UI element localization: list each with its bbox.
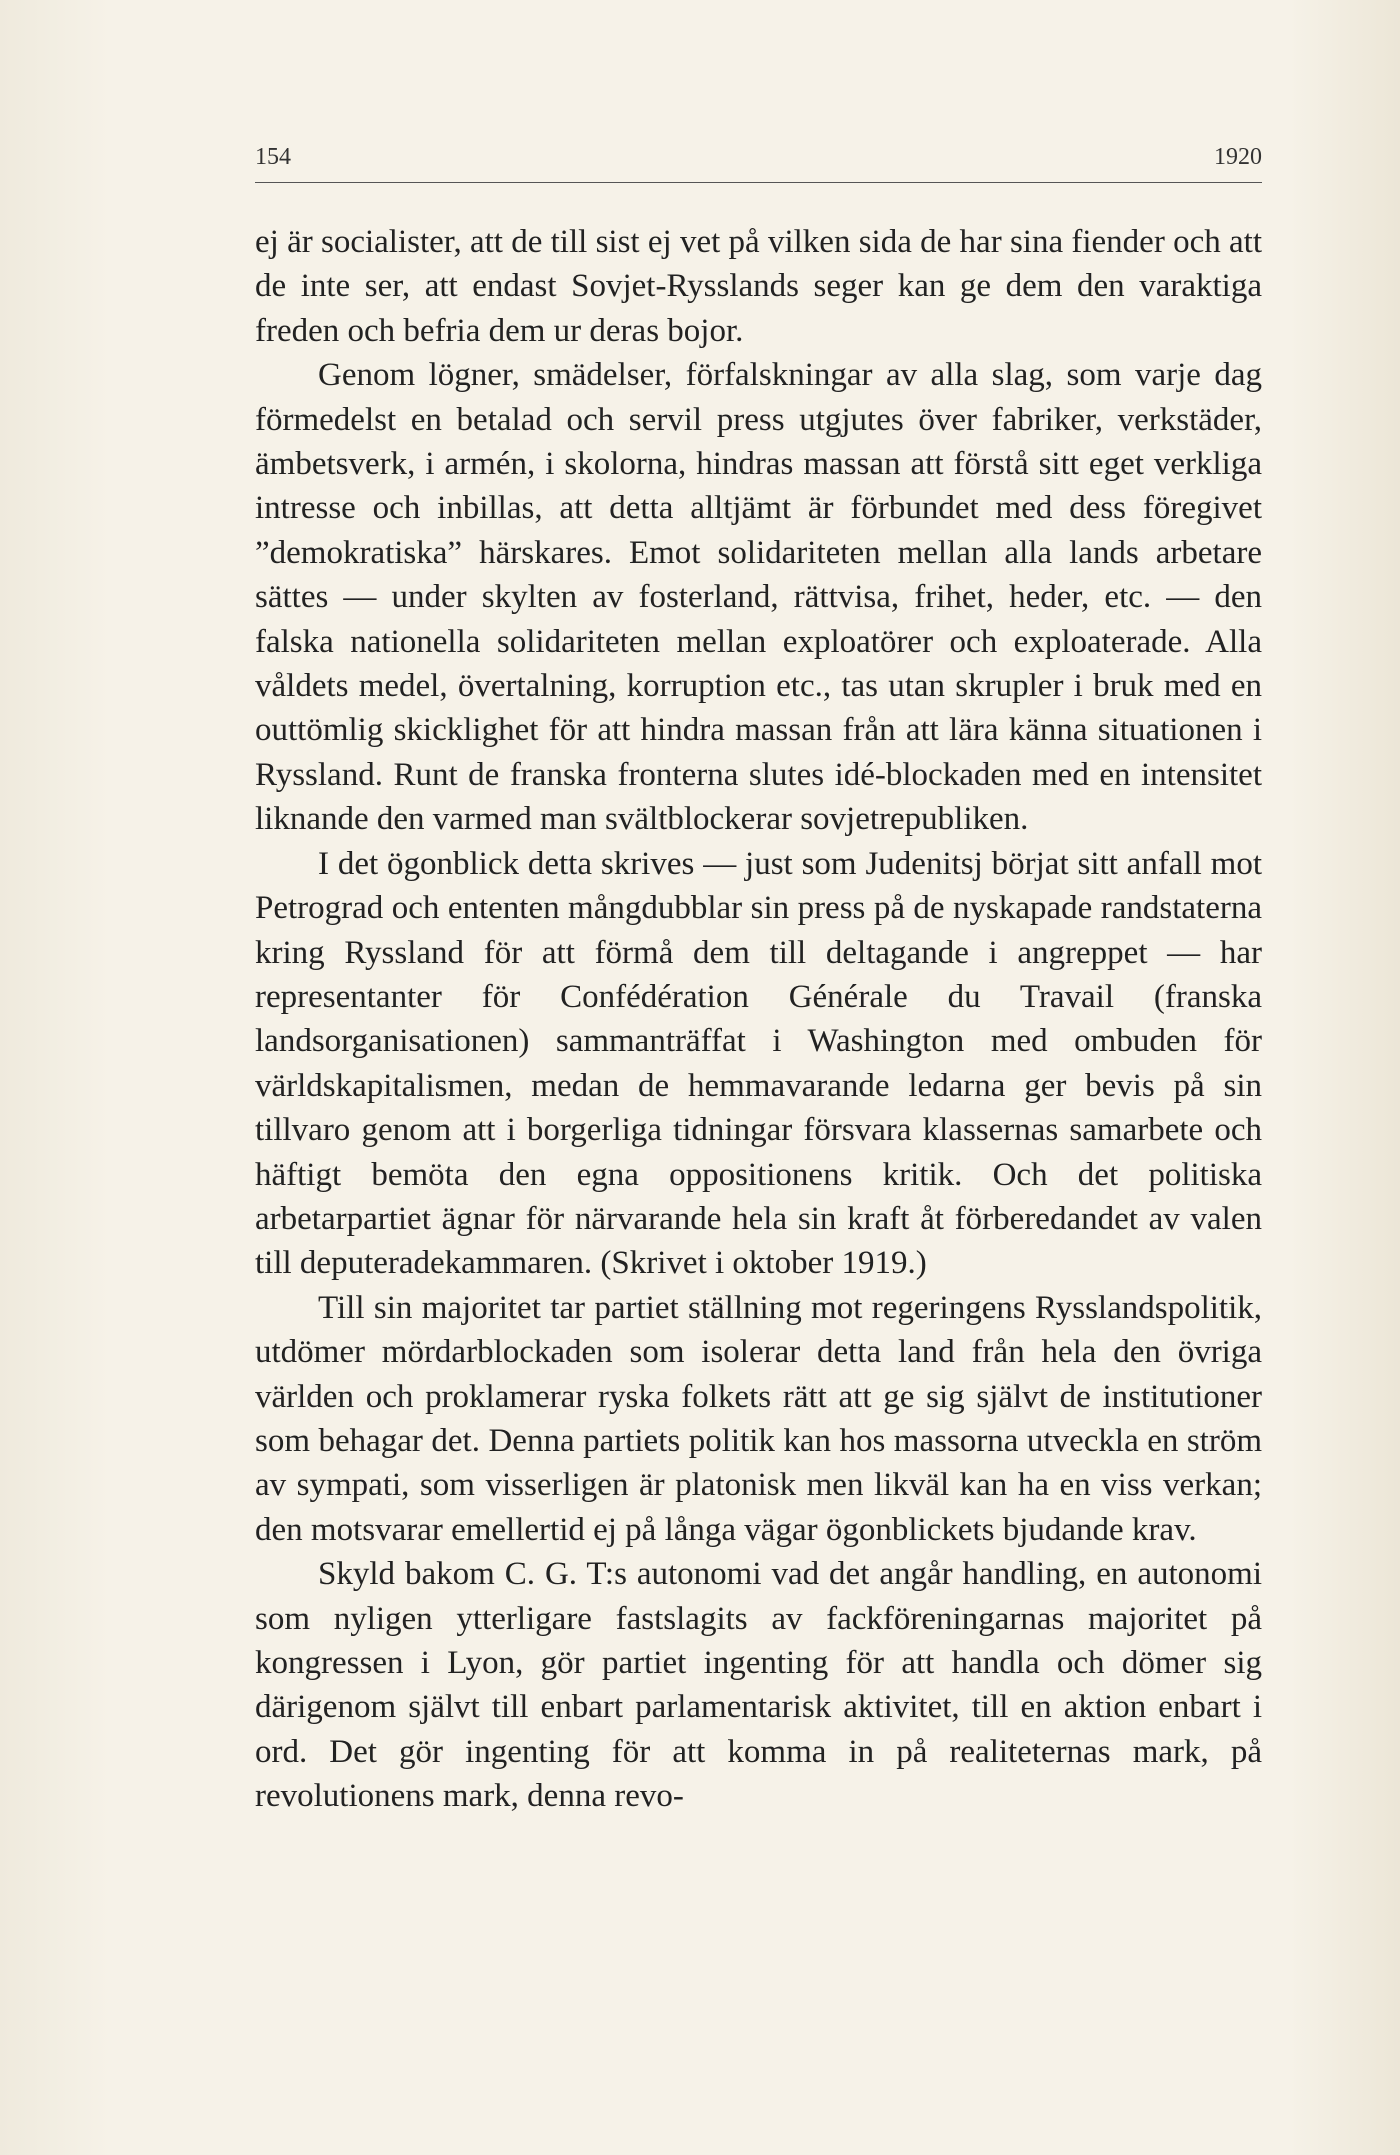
- body-text: [255, 220, 1262, 1819]
- paragraph: Skyld bakom C. G. T:s autonomi vad det angår handling, en autonomi som nyligen ytterligare fastslagits av fackföreningarnas majoritet på kongressen i Lyon, gör partiet ingenting för att handla och dömer sig därigenom självt till enbart parlamentarisk aktivitet, till en aktion enbart i ord. Det gör ingenting för att komma in på realiteternas mark, på revolutionens mark, denna revo-: [255, 1556, 1262, 1815]
- paragraph: Genom lögner, smädelser, förfalskningar av alla slag, som varje dag förmedelst en betalad och servil press utgjutes över fabriker, verkstäder, ämbetsverk, i armén, i skolorna, hindras massan att förstå sitt eget verkliga intresse och inbillas, att detta alltjämt är förbundet med dess föregivet ”demokratiska” härskares. Emot solidariteten mellan alla lands arbetare sättes — under skylten av fosterland, rättvisa, frihet, heder, etc. — den falska nationella solidariteten mellan exploatörer och exploaterade. Alla våldets medel, övertalning, korruption etc., tas utan skrupler i bruk med en outtömlig skicklighet för att hindra massan från att lära känna situationen i Ryssland. Runt de franska fronterna slutes idé-blockaden med en intensitet liknande den varmed man svältblockerar sovjetrepubliken.: [255, 357, 1262, 838]
- paragraph: Till sin majoritet tar partiet ställning mot regeringens Rysslandspolitik, utdömer mördarblockaden som isolerar detta land från hela den övriga världen och proklamerar ryska folkets rätt att ge sig självt de institutioner som behagar det. Denna partiets politik kan hos massorna utveckla en ström av sympati, som visserligen är platonisk men likväl kan ha en viss verkan; den motsvarar emellertid ej på långa vägar ögonblickets bjudande krav.: [255, 1289, 1262, 1548]
- running-header: [255, 138, 1262, 183]
- paragraph: I det ögonblick detta skrives — just som Judenitsj börjat sitt anfall mot Petrograd och ententen mångdubblar sin press på de nyskapade randstaterna kring Ryssland för att förmå dem till deltagande i angreppet — har representanter för Confédération Générale du Travail (franska landsorganisationen) sammanträffat i Washington med ombuden för världskapitalismen, medan de hemmavarande ledarna ger bevis på sin tillvaro genom att i borgerliga tidningar försvara klassernas samarbete och häftigt bemöta den egna oppositionens kritik. Och det politiska arbetarpartiet ägnar för närvarande hela sin kraft åt förberedandet av valen till deputeradekammaren. (Skrivet i oktober 1919.): [255, 845, 1262, 1282]
- page-number: 154: [255, 144, 291, 170]
- paragraph: ej är socialister, att de till sist ej vet på vilken sida de har sina fiender och att de inte ser, att endast Sovjet-Rysslands seger kan ge dem den varaktiga freden och befria dem ur deras bojor.: [255, 224, 1262, 349]
- header-year: 1920: [1214, 144, 1262, 170]
